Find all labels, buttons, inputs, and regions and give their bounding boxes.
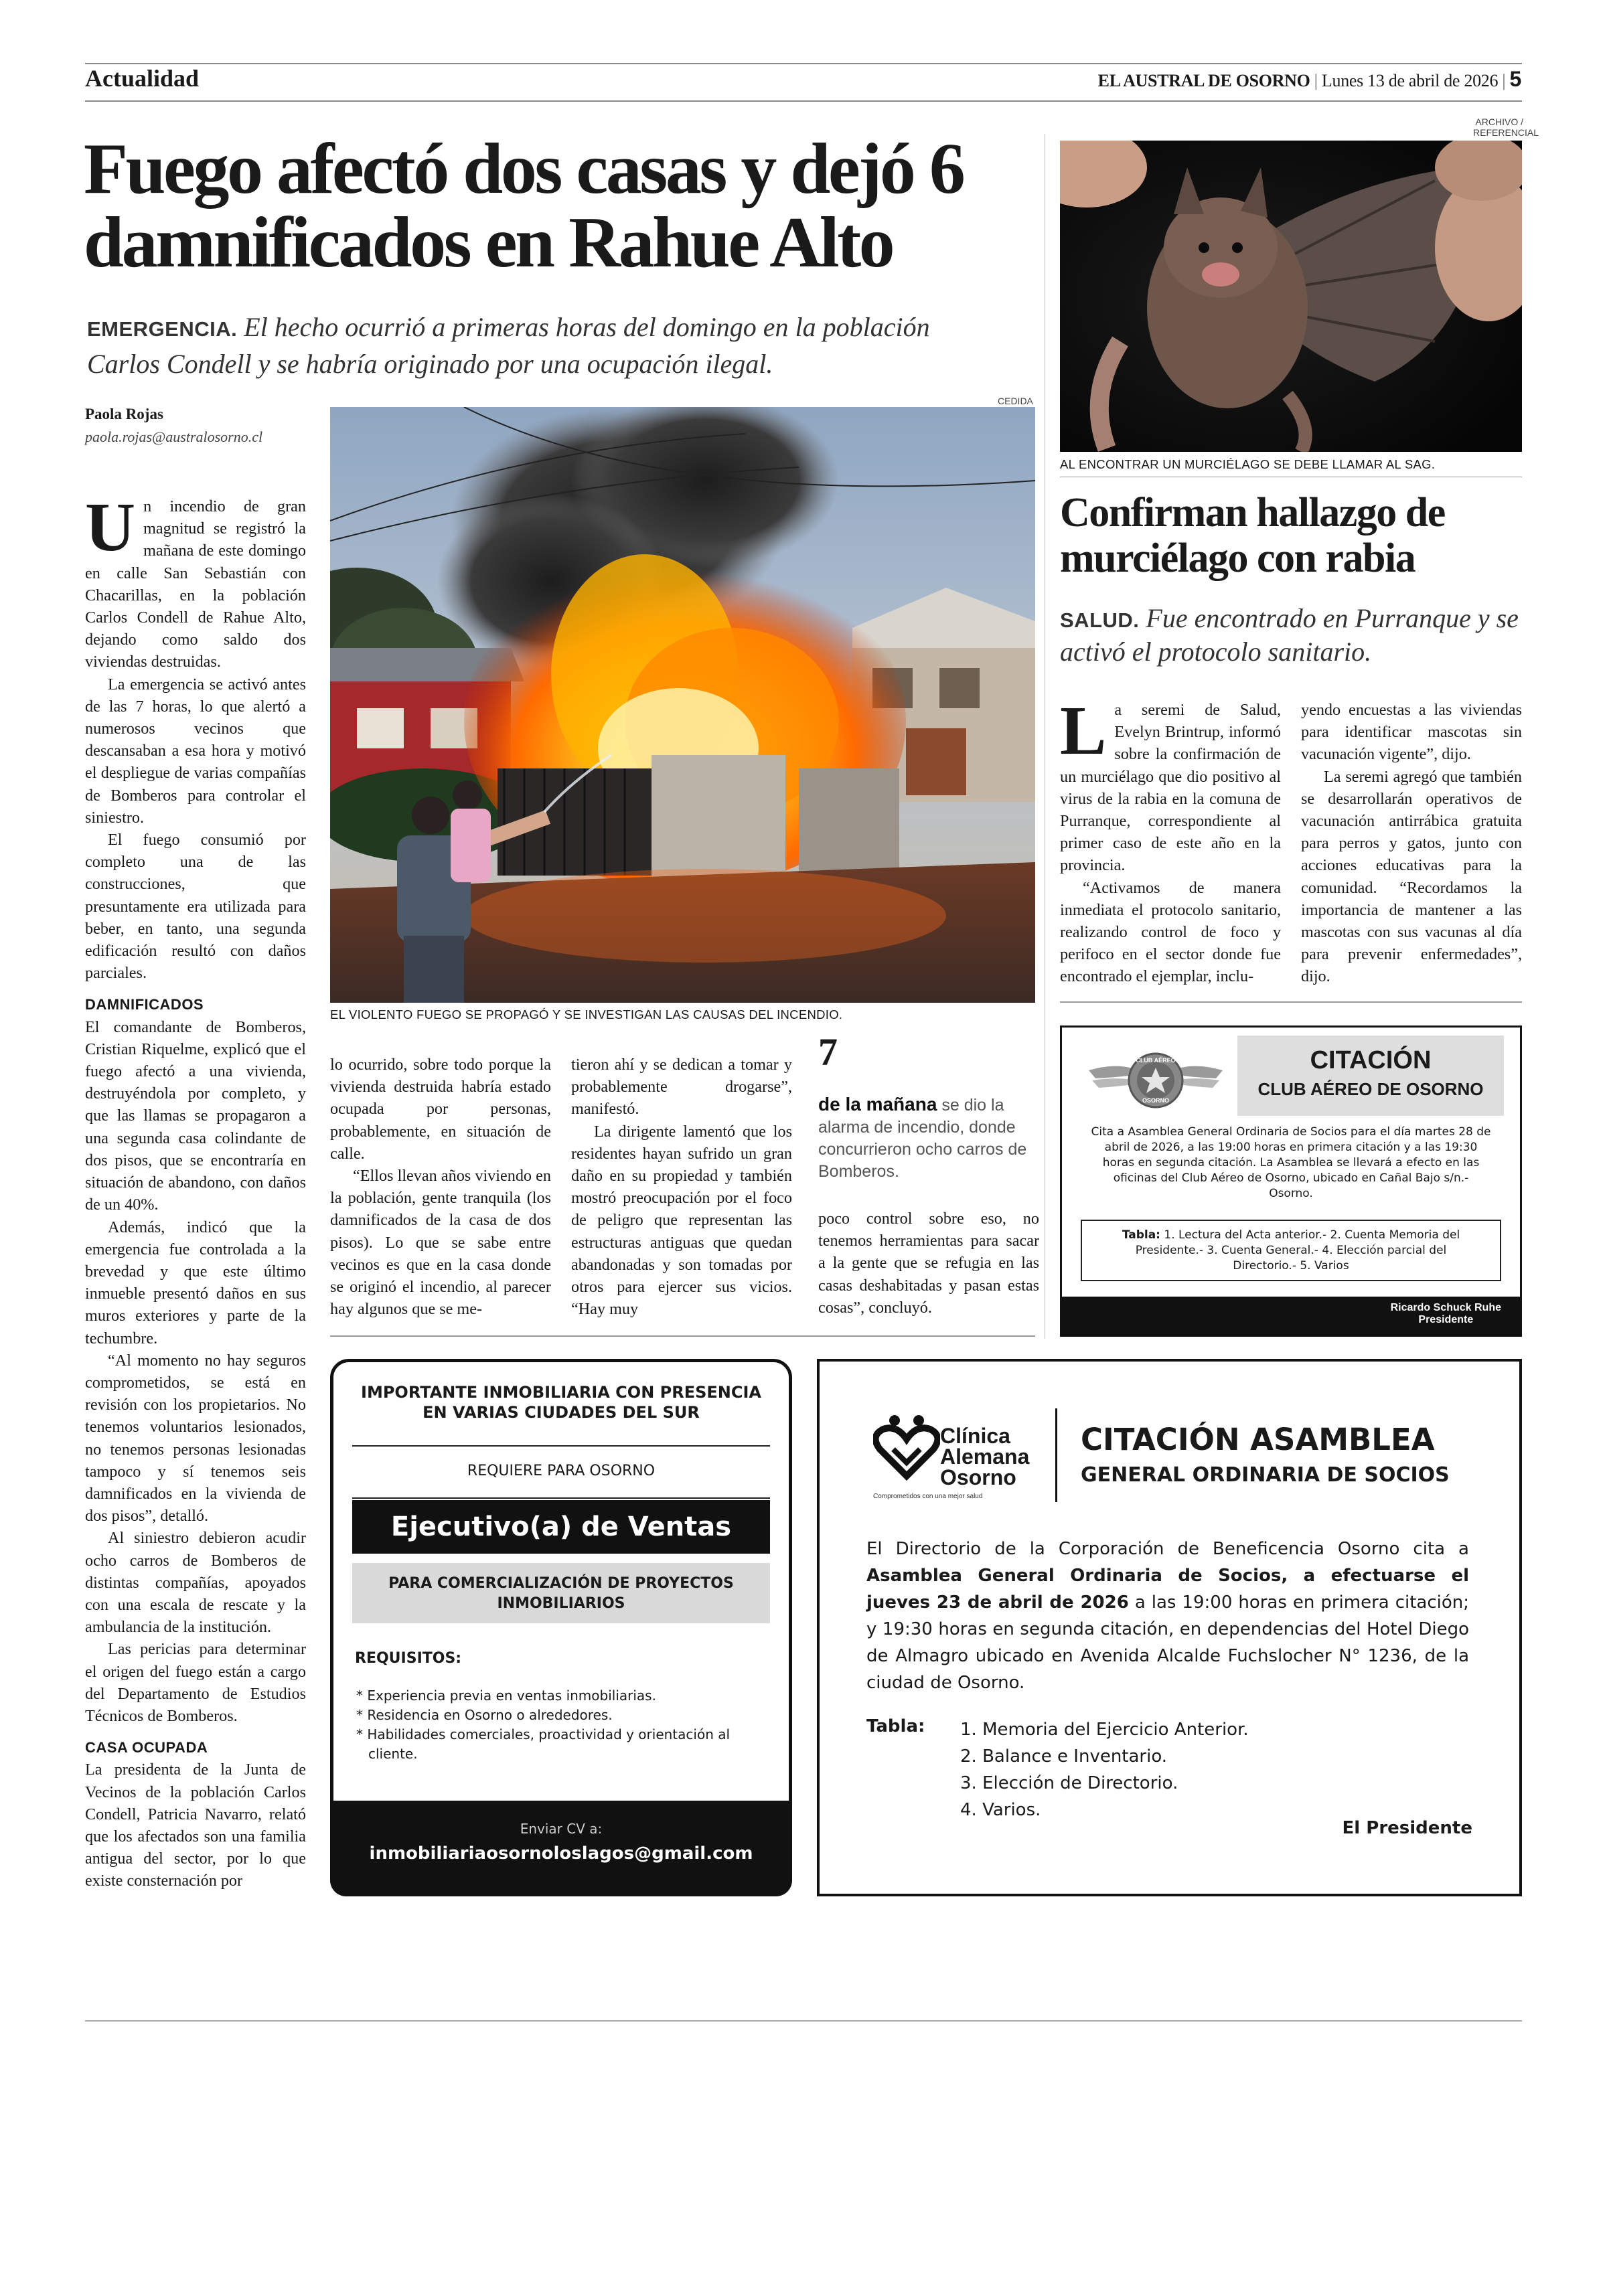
section-label: Actualidad	[85, 65, 200, 92]
real-estate-req-title: REQUISITOS:	[355, 1650, 462, 1667]
masthead: EL AUSTRAL DE OSORNO | Lunes 13 de abril de 2026 | 5	[1097, 67, 1521, 91]
clinic-tabla-label: Tabla:	[866, 1716, 925, 1736]
fire-photo	[330, 407, 1035, 1003]
main-article-column-3: tieron ahí y se dedican a tomar y probablemente drogarse”, manifestó. La dirigente lamentó que los residentes hayan sufrido un gran daño en su propiedad y también mostró preocupación por el foco de peligro que representan las estructuras antiguas que quedan abandonadas y son tomadas por otros para ejercer sus vicios. “Hay muy	[571, 1056, 792, 1319]
clinic-logo-tagline: Comprometidos con una mejor salud	[873, 1493, 983, 1500]
bat-kicker: SALUD.	[1060, 608, 1140, 632]
req-item: * Experiencia previa en ventas inmobiliarias.	[356, 1688, 656, 1704]
req-item: * Residencia en Osorno o alrededores.	[356, 1707, 613, 1723]
club-aereo-logo	[1082, 1044, 1229, 1117]
issue-date: Lunes 13 de abril de 2026	[1321, 71, 1499, 90]
club-logo-text-bottom: OSORNO	[1142, 1097, 1169, 1104]
real-estate-position: Ejecutivo(a) de Ventas	[352, 1500, 770, 1554]
real-estate-requires: REQUIERE PARA OSORNO	[467, 1463, 656, 1479]
author-email[interactable]: paola.rojas@australosorno.cl	[85, 428, 263, 445]
clinic-tabla-item: 2. Balance e Inventario.	[960, 1746, 1168, 1767]
bat-photo-credit: ARCHIVO / REFERENCIAL	[1473, 116, 1539, 138]
clinic-tabla-item: 4. Varios.	[960, 1800, 1041, 1820]
clinic-ad-signer: El Presidente	[1342, 1818, 1472, 1838]
clinic-tabla-list	[960, 1716, 1249, 1823]
subhead-casa-ocupada: CASA OCUPADA	[85, 1739, 208, 1756]
wings-icon	[1082, 1044, 1229, 1117]
club-ad-signer-role: Presidente	[1418, 1314, 1474, 1325]
fire-photo-caption: EL VIOLENTO FUEGO SE PROPAGÓ Y SE INVESTIGAN LAS CAUSAS DEL INCENDIO.	[330, 1007, 843, 1021]
stat-number: 7	[818, 1030, 838, 1074]
publication-name: EL AUSTRAL DE OSORNO	[1097, 71, 1310, 90]
main-deck: EMERGENCIA. El hecho ocurrió a primeras horas del domingo en la población Carlos Condell y se habría originado por una ocupación ilegal.	[87, 312, 930, 379]
clinic-ad	[817, 1359, 1522, 1896]
real-estate-purpose: PARA COMERCIALIZACIÓN DE PROYECTOS INMOBILIARIOS	[352, 1563, 770, 1623]
main-headline: Fuego afectó dos casas y dejó 6 damnificados en Rahue Alto	[84, 129, 964, 282]
clinic-ad-body: El Directorio de la Corporación de Beneficencia Osorno cita a Asamblea General Ordinaria de Socios, a efectuarse el jueves 23 de abril de 2026 a las 19:00 horas en primera citación; y 19:30 horas en segunda citación, en dependencias del Hotel Diego de Almagro ubicado en Avenida Alcalde Fuchslocher N° 1236, de la ciudad de Osorno.	[866, 1539, 1470, 1693]
req-item: * Habilidades comerciales, proactividad y orientación al cliente.	[356, 1726, 731, 1762]
main-kicker: EMERGENCIA.	[87, 317, 238, 341]
club-logo-text-top: CLUB AÉREO	[1136, 1057, 1176, 1064]
page-number: 5	[1509, 67, 1521, 91]
clinic-ad-subtitle: GENERAL ORDINARIA DE SOCIOS	[1081, 1463, 1450, 1487]
real-estate-email[interactable]: inmobiliariaosornoloslagos@gmail.com	[369, 1843, 753, 1864]
bat-article-column-1: La seremi de Salud, Evelyn Brintrup, informó sobre la confirmación de un murciélago que dio positivo al virus de la rabia en la comuna de Purranque, correspondiente al primer caso de este año en la provincia. “Activamos de manera inmediata el protocolo sanitario, realizando control de foco y perifoco en el sector donde fue encontrado el ejemplar, inclu-	[1060, 692, 1281, 986]
club-ad-signature-bar	[1062, 1297, 1520, 1335]
bat-headline: Confirman hallazgo de murciélago con rabia	[1060, 490, 1445, 581]
main-dropcap: U	[85, 489, 136, 566]
main-article-column-2: lo ocurrido, sobre todo porque la vivienda destruida habría estado ocupada por personas, probablemente, en situación de calle. “Ellos llevan años viviendo en la población, gente tranquila (los damnificados de la casa de dos pisos). Lo que se sabe entre vecinos es que en la casa donde se originó el incendio, al parecer hay algunos que se me-	[330, 1056, 551, 1319]
clinic-logo-text: Clínica Alemana Osorno	[940, 1424, 1030, 1489]
send-cv-label: Enviar CV a:	[520, 1821, 603, 1837]
club-ad-title-block	[1237, 1036, 1504, 1116]
bat-deck: SALUD. Fue encontrado en Purranque y se activó el protocolo sanitario.	[1060, 603, 1519, 667]
fire-photo-illustration	[330, 407, 1035, 1003]
club-ad-signer: Ricardo Schuck Ruhe	[1390, 1302, 1501, 1313]
main-article-column-1: Un incendio de gran magnitud se registró la mañana de este domingo en calle San Sebastián con Chacarillas, en la población Carlos Condell de Rahue Alto, dejando como saldo dos viviendas destruidas. La emergencia se activó antes de las 7 horas, lo que alertó a numerosos vecinos que descansaban a esa hora y motivó el despliegue de varias compañías de Bomberos para controlar el siniestro. El fuego consumió por completo una de las construcciones, que presuntamente era utilizada para beber, en tanto, una segunda edificación resultó con daños parciales. DAMNIFICADOS El comandante de Bomberos, Cristian Riquelme, explicó que el fuego afectó a una vivienda, destruyéndola por completo, y que las llamas se propagaron a una segunda casa colindante de dos pisos, que se encontraría en situación de abandono, con daños de un 40%. Además, indicó que la emergencia fue controlada a la brevedad y que este último inmueble presentó daños en sus muros exteriores y parte de la techumbre. “Al momento no hay seguros comprometidos, se está en revisión con los propietarios. No tenemos voluntarios lesionados, no tenemos personas lesionadas tampoco y sí tenemos seis damnificados en la vivienda de dos pisos”, detalló. Al siniestro debieron acudir ocho carros de Bomberos de distintas compañías, apoyados con una escala de rescate y la ambulancia de la institución. Las pericias para determinar el origen del fuego están a cargo del Departamento de Estudios Técnicos de Bomberos. CASA OCUPADA La presidenta de la Junta de Vecinos de la población Carlos Condell, Patricia Navarro, relató que los afectados son una familia antigua del sector, por lo que existe consternación por	[85, 489, 306, 1890]
real-estate-req-list	[356, 1686, 758, 1764]
clinic-logo	[873, 1412, 1047, 1499]
clinic-tabla-item: 3. Elección de Directorio.	[960, 1773, 1178, 1793]
clinic-ad-title: CITACIÓN ASAMBLEA	[1081, 1422, 1435, 1457]
heart-icon	[873, 1412, 940, 1486]
bat-photo-illustration	[1060, 141, 1522, 452]
bat-photo-caption: AL ENCONTRAR UN MURCIÉLAGO SE DEBE LLAMAR AL SAG.	[1060, 457, 1436, 471]
real-estate-header: IMPORTANTE INMOBILIARIA CON PRESENCIA EN VARIAS CIUDADES DEL SUR	[361, 1383, 761, 1422]
real-estate-contact-bar	[330, 1801, 792, 1896]
main-article-column-4: poco control sobre eso, no tenemos herramientas para sacar a la gente que se refugia en las casas deshabitadas y pasan estas cosas”, concluyó.	[818, 1210, 1039, 1317]
real-estate-ad	[330, 1359, 792, 1896]
club-ad-subtitle: CLUB AÉREO DE OSORNO	[1257, 1079, 1484, 1099]
author-byline: Paola Rojas	[85, 406, 163, 422]
club-ad-body: Cita a Asamblea General Ordinaria de Socios para el día martes 28 de abril de 2026, a las 19:00 horas en primera citación y a las 19:30 horas en segunda citación. La Asamblea se llevará a efecto en las oficinas del Club Aéreo de Osorno, ubicado en Cañal Bajo s/n.- Osorno.	[1091, 1125, 1491, 1200]
fire-photo-credit: CEDIDA	[998, 396, 1033, 406]
bat-article-column-2: yendo encuestas a las viviendas para identificar mascotas sin vacunación vigente”, dijo. La seremi agregó que también se desarrollarán operativos de vacunación antirrábica gratuita para perros y gatos, junto con acciones educativas para la comunidad. “Recordamos la importancia de mantener a las mascotas con sus vacunas al día para prevenir enfermedades”, dijo.	[1301, 701, 1522, 986]
bat-dropcap: L	[1060, 692, 1107, 769]
bat-photo	[1060, 141, 1522, 452]
club-ad-tabla: Tabla: 1. Lectura del Acta anterior.- 2. Cuenta Memoria del Presidente.- 3. Cuenta General.- 4. Elección parcial del Directorio.- 5. Varios	[1081, 1220, 1501, 1281]
club-ad-title: CITACIÓN	[1310, 1046, 1432, 1074]
club-aereo-ad	[1060, 1026, 1522, 1337]
clinic-tabla-item: 1. Memoria del Ejercicio Anterior.	[960, 1720, 1249, 1740]
subhead-damnificados: DAMNIFICADOS	[85, 996, 204, 1013]
stat-description: de la mañana se dio la alarma de incendio, donde concurrieron ocho carros de Bomberos.	[818, 1094, 1027, 1181]
